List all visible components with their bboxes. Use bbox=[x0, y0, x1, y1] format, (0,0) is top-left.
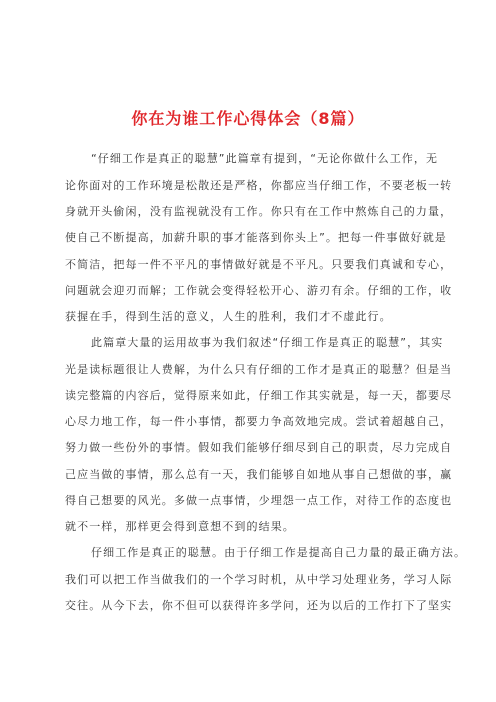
paragraph-line: 我们可以把工作当做我们的一个学习时机，从中学习处理业务，学习人际 bbox=[65, 573, 453, 586]
paragraph-line: 论你面对的工作环境是松散还是严格，你都应当仔细工作，不要老板一转 bbox=[65, 179, 453, 192]
paragraph-line: 努力做一些份外的事情。假如我们能够仔细尽到自己的职责，尽力完成自 bbox=[65, 441, 453, 454]
document-title: 你在为谁工作心得体会（8篇） bbox=[131, 109, 365, 128]
paragraph-line: “仔细工作是真正的聪慧”此篇章有提到，“无论你做什么工作，无 bbox=[91, 152, 439, 165]
paragraph-line: 得自己想要的风光。多做一点事情，少埋怨一点工作，对待工作的态度也 bbox=[65, 494, 453, 507]
paragraph-line: 仔细工作是真正的聪慧。由于仔细工作是提高自己力量的最正确方法。 bbox=[91, 546, 467, 559]
paragraph-line: 读完整篇的内容后，觉得原来如此，仔细工作其实就是，每一天，都要尽 bbox=[65, 389, 453, 402]
paragraph-line: 己应当做的事情，那么总有一天，我们能够自如地从事自己想做的事，赢 bbox=[65, 468, 453, 481]
paragraph-line: 使自己不断提高，加薪升职的事才能落到你头上”。把每一件事做好就是 bbox=[65, 231, 447, 244]
paragraph-line: 光是读标题很让人费解，为什么只有仔细的工作才是真正的聪慧？但是当 bbox=[65, 363, 453, 376]
paragraph-line: 身就开头偷闲，没有监视就没有工作。你只有在工作中熬炼自己的力量， bbox=[65, 205, 453, 218]
paragraph-line: 交往。从今下去，你不但可以获得许多学问，还为以后的工作打下了坚实 bbox=[65, 599, 453, 612]
paragraph-line: 问题就会迎刃而解；工作就会变得轻松开心、游刃有余。仔细的工作，收 bbox=[65, 284, 453, 297]
paragraph-line: 心尽力地工作，每一件小事情，都要力争高效地完成。尝试着超越自己， bbox=[65, 415, 453, 428]
paragraph-line: 就不一样，那样更会得到意想不到的结果。 bbox=[65, 520, 295, 533]
paragraph-line: 此篇章大量的运用故事为我们叙述“仔细工作是真正的聪慧”，其实 bbox=[91, 336, 444, 349]
paragraph-line: 不简洁，把每一件不平凡的事情做好就是不平凡。只要我们真诚和专心， bbox=[65, 258, 453, 271]
paragraph-line: 获握在手，得到生活的意义，人生的胜利，我们才不虚此行。 bbox=[65, 310, 392, 323]
